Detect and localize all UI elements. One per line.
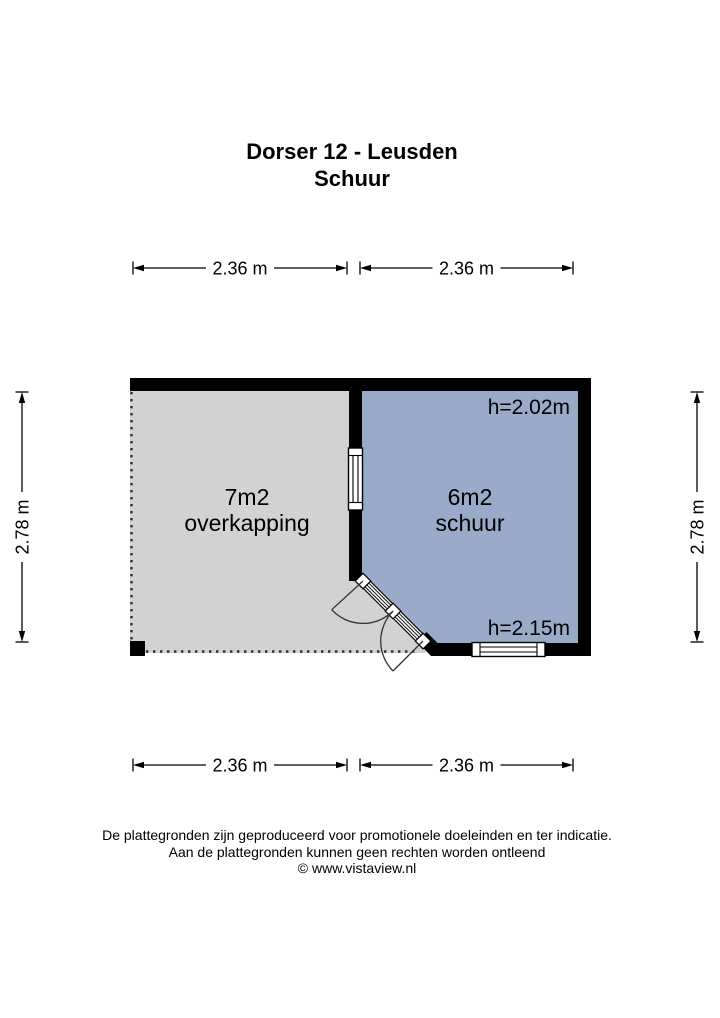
- dim-bottom-overkapping-value: 2.36 m: [212, 755, 268, 776]
- dim-top-schuur-value: 2.36 m: [438, 258, 495, 279]
- wall-south-right: [545, 643, 591, 656]
- dim-top-overkapping: [133, 259, 347, 279]
- dim-left-height: [13, 392, 33, 642]
- overkapping-name-label: overkapping: [184, 510, 310, 536]
- wall-middle-lower: [349, 510, 362, 581]
- dim-top-schuur: [360, 259, 573, 279]
- dim-bottom-schuur-value: 2.36 m: [438, 755, 495, 776]
- overkapping-area-label: 7m2: [224, 484, 270, 510]
- dim-left-height-value: 2.78 m: [12, 499, 33, 555]
- window-middle-wall: [349, 448, 363, 510]
- disclaimer-block: [0, 827, 714, 877]
- dim-right-height-value: 2.78 m: [687, 499, 708, 555]
- window-south-frame: [472, 643, 545, 657]
- dim-right-height: [688, 392, 708, 642]
- post-southwest: [130, 641, 145, 656]
- disclaimer-line-2: Aan de plattegronden kunnen geen rechten worden ontleend: [168, 843, 546, 860]
- copyright-line: © www.vistaview.nl: [297, 860, 417, 876]
- schuur-name-label: schuur: [435, 510, 505, 536]
- disclaimer-line-1: De plattegronden zijn geproduceerd voor promotionele doeleinden en ter indicatie.: [102, 827, 612, 843]
- wall-middle-upper: [349, 391, 362, 448]
- plan-title-address: Dorser 12 - Leusden: [246, 139, 458, 164]
- plan-title-subject: Schuur: [314, 166, 390, 191]
- dim-bottom-schuur: [360, 756, 573, 776]
- dim-top-overkapping-value: 2.36 m: [212, 258, 268, 279]
- window-middle-frame: [349, 448, 363, 510]
- wall-north: [130, 378, 591, 391]
- schuur-area-label: 6m2: [447, 484, 493, 510]
- schuur-height-top-label: h=2.02m: [487, 396, 570, 419]
- window-schuur-south: [472, 643, 545, 657]
- wall-south-left: [434, 643, 472, 656]
- wall-east: [578, 391, 591, 656]
- schuur-height-bottom-label: h=2.15m: [487, 617, 570, 640]
- dim-bottom-overkapping: [133, 756, 347, 776]
